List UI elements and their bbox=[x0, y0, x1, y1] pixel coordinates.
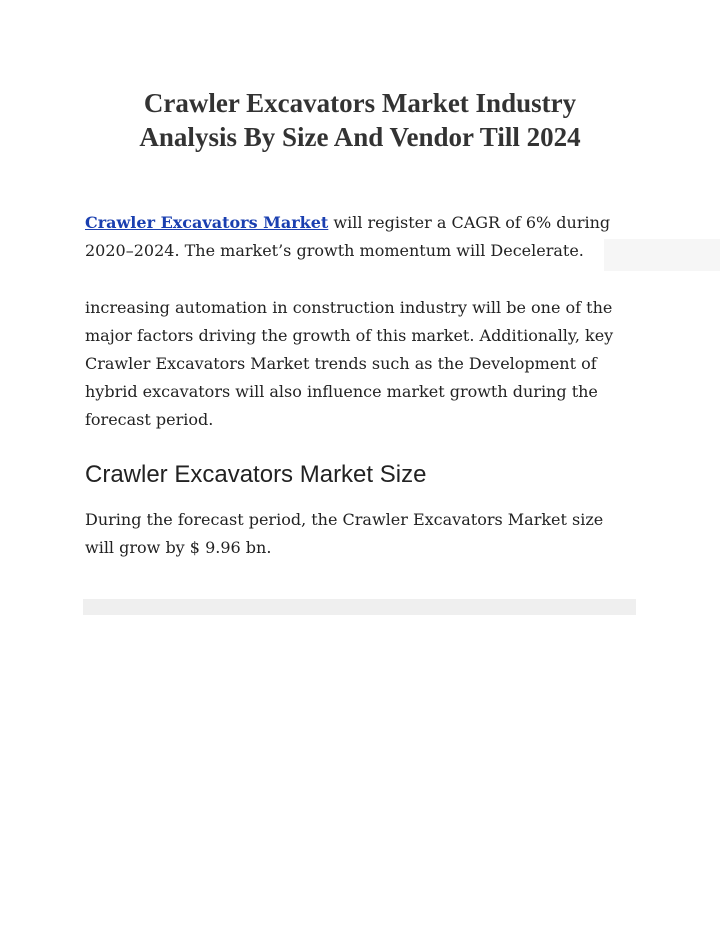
market-size-line-1: During the forecast period, the Crawler Excavators Market size bbox=[85, 510, 604, 529]
drivers-line-4: hybrid excavators will also influence market growth during the bbox=[85, 382, 598, 401]
market-link[interactable]: Crawler Excavators Market bbox=[85, 213, 329, 232]
drivers-line-5: forecast period. bbox=[85, 410, 214, 429]
placeholder-bar bbox=[83, 599, 636, 615]
section-heading-market-size: Crawler Excavators Market Size bbox=[85, 461, 427, 488]
page-title bbox=[60, 86, 660, 154]
intro-paragraph bbox=[85, 209, 645, 265]
drivers-line-3: Crawler Excavators Market trends such as the Development of bbox=[85, 354, 597, 373]
market-size-line-2: will grow by $ 9.96 bn. bbox=[85, 538, 272, 557]
drivers-paragraph bbox=[85, 294, 645, 434]
market-size-paragraph bbox=[85, 506, 645, 562]
drivers-line-1: increasing automation in construction industry will be one of the bbox=[85, 298, 613, 317]
page-title-line-1: Crawler Excavators Market Industry bbox=[143, 88, 577, 118]
page-title-line-2: Analysis By Size And Vendor Till 2024 bbox=[139, 122, 581, 152]
intro-text-line-1: will register a CAGR of 6% during bbox=[328, 213, 611, 232]
intro-text-line-2: 2020–2024. The market’s growth momentum will Decelerate. bbox=[85, 241, 584, 260]
drivers-line-2: major factors driving the growth of this market. Additionally, key bbox=[85, 326, 614, 345]
